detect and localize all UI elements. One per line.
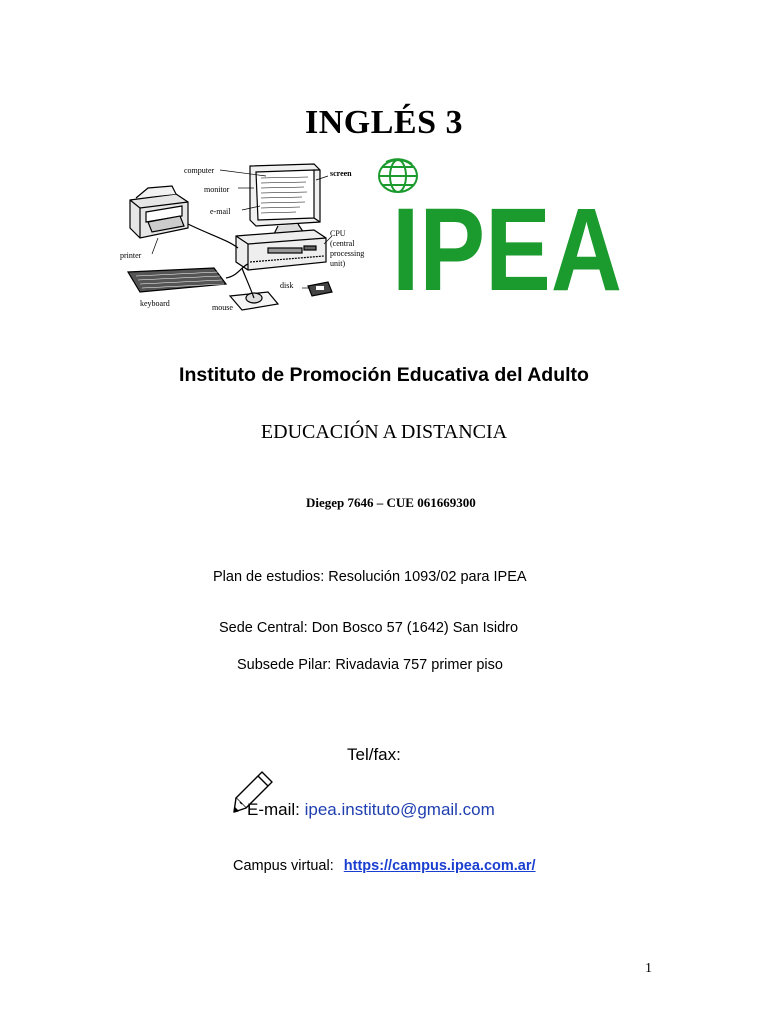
label-cpu-1: CPU [330, 229, 346, 238]
printer-drawing [130, 186, 188, 238]
monitor-drawing [250, 164, 320, 234]
label-keyboard: keyboard [140, 299, 170, 308]
email-label: E-mail: [247, 800, 305, 819]
computer-illustration [118, 158, 380, 314]
registration-code: Diegep 7646 – CUE 061669300 [306, 495, 476, 510]
keyboard-drawing [128, 268, 226, 292]
label-printer: printer [120, 251, 142, 260]
email-line [247, 800, 495, 820]
campus-link[interactable]: https://campus.ipea.com.ar/ [343, 858, 536, 874]
education-modality: EDUCACIÓN A DISTANCIA [260, 421, 508, 443]
label-screen: screen [330, 169, 352, 178]
email-address[interactable]: ipea.instituto@gmail.com [304, 800, 495, 819]
label-email: e-mail [210, 207, 231, 216]
label-cpu-4: unit) [330, 259, 346, 268]
page-number: 1 [645, 961, 652, 976]
study-plan: Plan de estudios: Resolución 1093/02 para IPEA [213, 569, 527, 585]
label-cpu-2: (central [330, 239, 355, 248]
ipea-logo [372, 156, 630, 316]
ipea-logo-text: IPEA [392, 184, 622, 316]
sede-central: Sede Central: Don Bosco 57 (1642) San Isidro [219, 620, 519, 636]
label-disk: disk [280, 281, 294, 290]
label-monitor: monitor [204, 185, 230, 194]
label-computer: computer [184, 166, 215, 175]
label-cpu-3: processing [330, 249, 365, 258]
mouse-drawing [230, 292, 278, 310]
label-mouse: mouse [212, 303, 233, 312]
subsede-pilar: Subsede Pilar: Rivadavia 757 primer piso [237, 657, 503, 673]
campus-line [233, 858, 536, 874]
disk-drawing [308, 282, 332, 296]
campus-label: Campus virtual: [233, 858, 334, 874]
document-title: INGLÉS 3 [305, 104, 463, 141]
telfax-label: Tel/fax: [347, 745, 401, 764]
cpu-drawing [236, 230, 326, 270]
institute-name: Instituto de Promoción Educativa del Adulto [179, 364, 589, 386]
